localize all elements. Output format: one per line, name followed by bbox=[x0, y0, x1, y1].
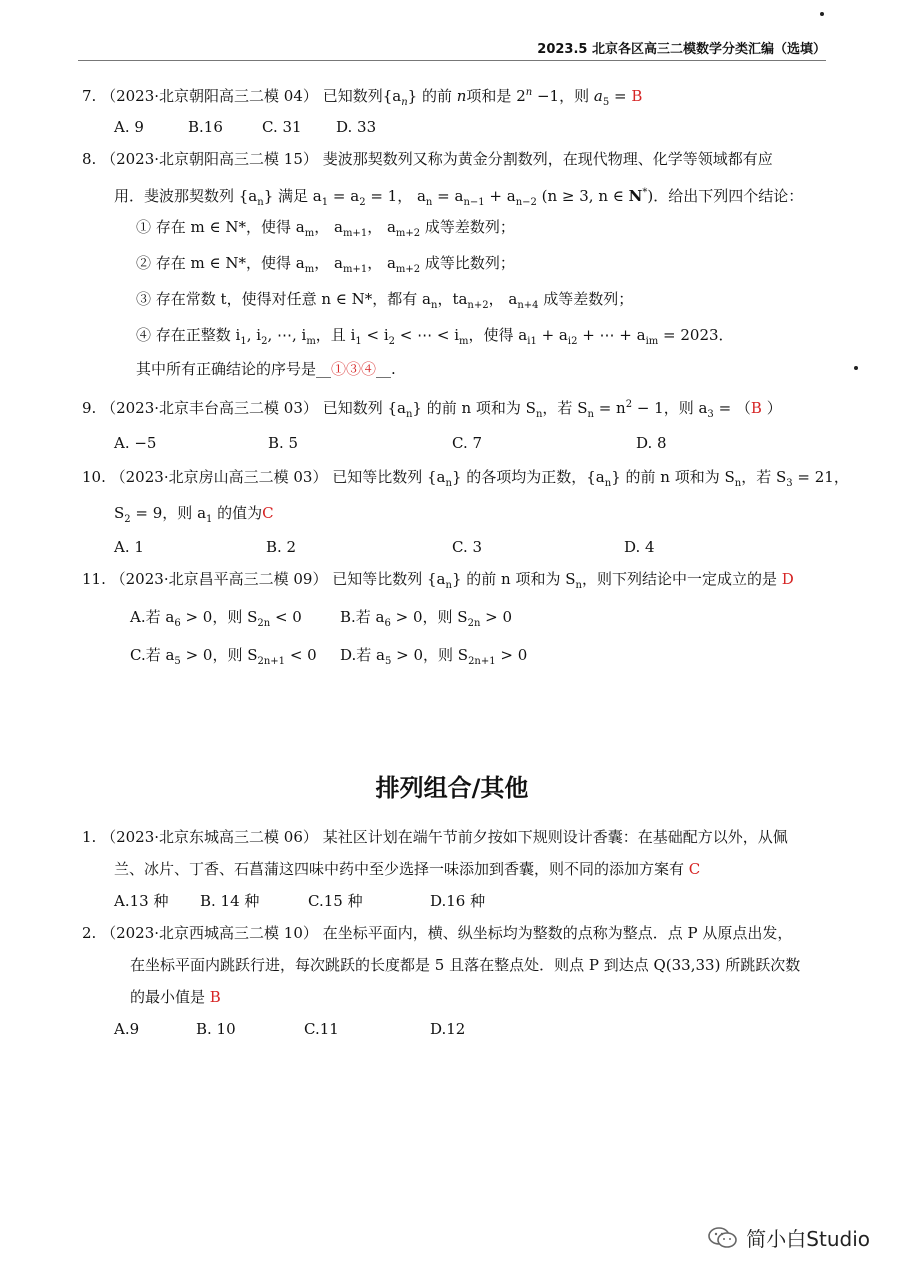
option: B. 5 bbox=[268, 434, 299, 452]
question-10-line2: $S_2 = 9$，则 $a_1$ 的值为C bbox=[114, 504, 274, 525]
question-8: 8. （2023·北京朝阳高三二模 15） 斐波那契数列又称为黄金分割数列，在现代物理、化学等领域都有应 bbox=[82, 150, 773, 168]
comb-question-1-line2: 兰、冰片、丁香、石菖蒲这四味中药中至少选择一味添加到香囊，则不同的添加方案有 C bbox=[114, 860, 701, 878]
option: A. −5 bbox=[114, 434, 157, 452]
option: D.16 种 bbox=[430, 892, 486, 910]
header-rule bbox=[78, 60, 826, 61]
option: D. 4 bbox=[624, 538, 655, 556]
option: D. 33 bbox=[336, 118, 377, 136]
page-header: 2023.5 北京各区高三二模数学分类汇编（选填） bbox=[537, 42, 826, 57]
answer-mark: B bbox=[209, 988, 221, 1006]
comb-question-1: 1. （2023·北京东城高三二模 06） 某社区计划在端午节前夕按如下规则设计香囊：在基础配方以外，从佩 bbox=[82, 828, 788, 846]
option: B. 2 bbox=[266, 538, 297, 556]
option: C.15 种 bbox=[308, 892, 363, 910]
scan-dot bbox=[820, 12, 824, 16]
answer-mark: B bbox=[631, 87, 643, 105]
answer-mark: ①③④ bbox=[331, 360, 377, 378]
option: C.11 bbox=[304, 1020, 339, 1038]
option: C. 7 bbox=[452, 434, 483, 452]
comb-question-2-line2: 在坐标平面内跳跃行进，每次跳跃的长度都是 5 且落在整点处．则点 P 到达点 Q(33,33) 所跳跃次数 bbox=[130, 956, 801, 974]
option: C. 3 bbox=[452, 538, 483, 556]
option: B.若 $a_6 > 0$，则 $S_{2n} > 0$ bbox=[340, 608, 513, 629]
question-11: 11. （2023·北京昌平高三二模 09） 已知等比数列 $\{a_n\}$ 的前 n 项和为 $S_n$，则下列结论中一定成立的是 D bbox=[82, 570, 794, 591]
option: C. 31 bbox=[262, 118, 302, 136]
option: A. 9 bbox=[114, 118, 144, 136]
answer-mark: C bbox=[262, 504, 274, 522]
conclusion-3: ③ 存在常数 t，使得对任意 n ∈ N*，都有 $a_n$，$ta_{n+2}$， $a_{n+4}$ 成等差数列； bbox=[136, 290, 634, 311]
question-10: 10. （2023·北京房山高三二模 03） 已知等比数列 $\{a_n\}$ 的各项均为正数，$\{a_n\}$ 的前 n 项和为 $S_n$，若 $S_3 = 21$， bbox=[82, 468, 849, 489]
option: A. 1 bbox=[114, 538, 144, 556]
question-7: 7. （2023·北京朝阳高三二模 04） 已知数列$\{a_n\}$ 的前 n项和是 $2^n -1$，则 $a_5 = B$ bbox=[82, 87, 643, 108]
option: C.若 $a_5 > 0$，则 $S_{2n+1} < 0$ bbox=[130, 646, 317, 667]
scan-dot bbox=[854, 366, 858, 370]
option: D.若 $a_5 > 0$，则 $S_{2n+1} > 0$ bbox=[340, 646, 528, 667]
conclusion-2: ② 存在 m ∈ N*，使得 $a_m$， $a_{m+1}$， $a_{m+2}$ 成等比数列； bbox=[136, 254, 515, 275]
option: B.16 bbox=[188, 118, 223, 136]
option: B. 14 种 bbox=[200, 892, 260, 910]
option: B. 10 bbox=[196, 1020, 236, 1038]
answer-mark: D bbox=[781, 570, 794, 588]
option: A.若 $a_6 > 0$，则 $S_{2n} < 0$ bbox=[130, 608, 302, 629]
watermark-text: 简小白Studio bbox=[746, 1227, 870, 1251]
answer-mark: B bbox=[750, 399, 762, 417]
wechat-icon bbox=[708, 1226, 738, 1250]
question-8-tail: 其中所有正确结论的序号是__①③④__. bbox=[136, 360, 396, 378]
question-8-line2: 用．斐波那契数列 $\{a_n\}$ 满足 $a_1 = a_2 = 1$， $a_n = a_{n-1} + a_{n-2}$ (n ≥ 3, n ∈ N*)．给出下列四个结论： bbox=[114, 187, 804, 208]
watermark bbox=[708, 1223, 870, 1252]
comb-question-2-line3: 的最小值是 B bbox=[130, 988, 221, 1006]
option: A.9 bbox=[114, 1020, 140, 1038]
option: D. 8 bbox=[636, 434, 667, 452]
question-9: 9. （2023·北京丰台高三二模 03） 已知数列 $\{a_n\}$ 的前 n 项和为 $S_n$，若 $S_n = n^2 - 1$，则 $a_3 = (B$ ） bbox=[82, 399, 782, 420]
section-title: 排列组合/其他 bbox=[375, 774, 529, 802]
conclusion-1: ① 存在 m ∈ N*，使得 $a_m$， $a_{m+1}$， $a_{m+2}$ 成等差数列； bbox=[136, 218, 515, 239]
answer-mark: C bbox=[688, 860, 701, 878]
comb-question-2: 2. （2023·北京西城高三二模 10） 在坐标平面内，横、纵坐标均为整数的点称为整点．点 P 从原点出发， bbox=[82, 924, 793, 942]
option: A.13 种 bbox=[114, 892, 169, 910]
option: D.12 bbox=[430, 1020, 466, 1038]
conclusion-4: ④ 存在正整数 $i_1$, $i_2$, ⋯, $i_m$，且 $i_1 < i_2$ < ⋯ < $i_m$，使得 $a_{i1} + a_{i2}$ + ⋯ + $a_{im} = 2023$． bbox=[136, 326, 734, 347]
